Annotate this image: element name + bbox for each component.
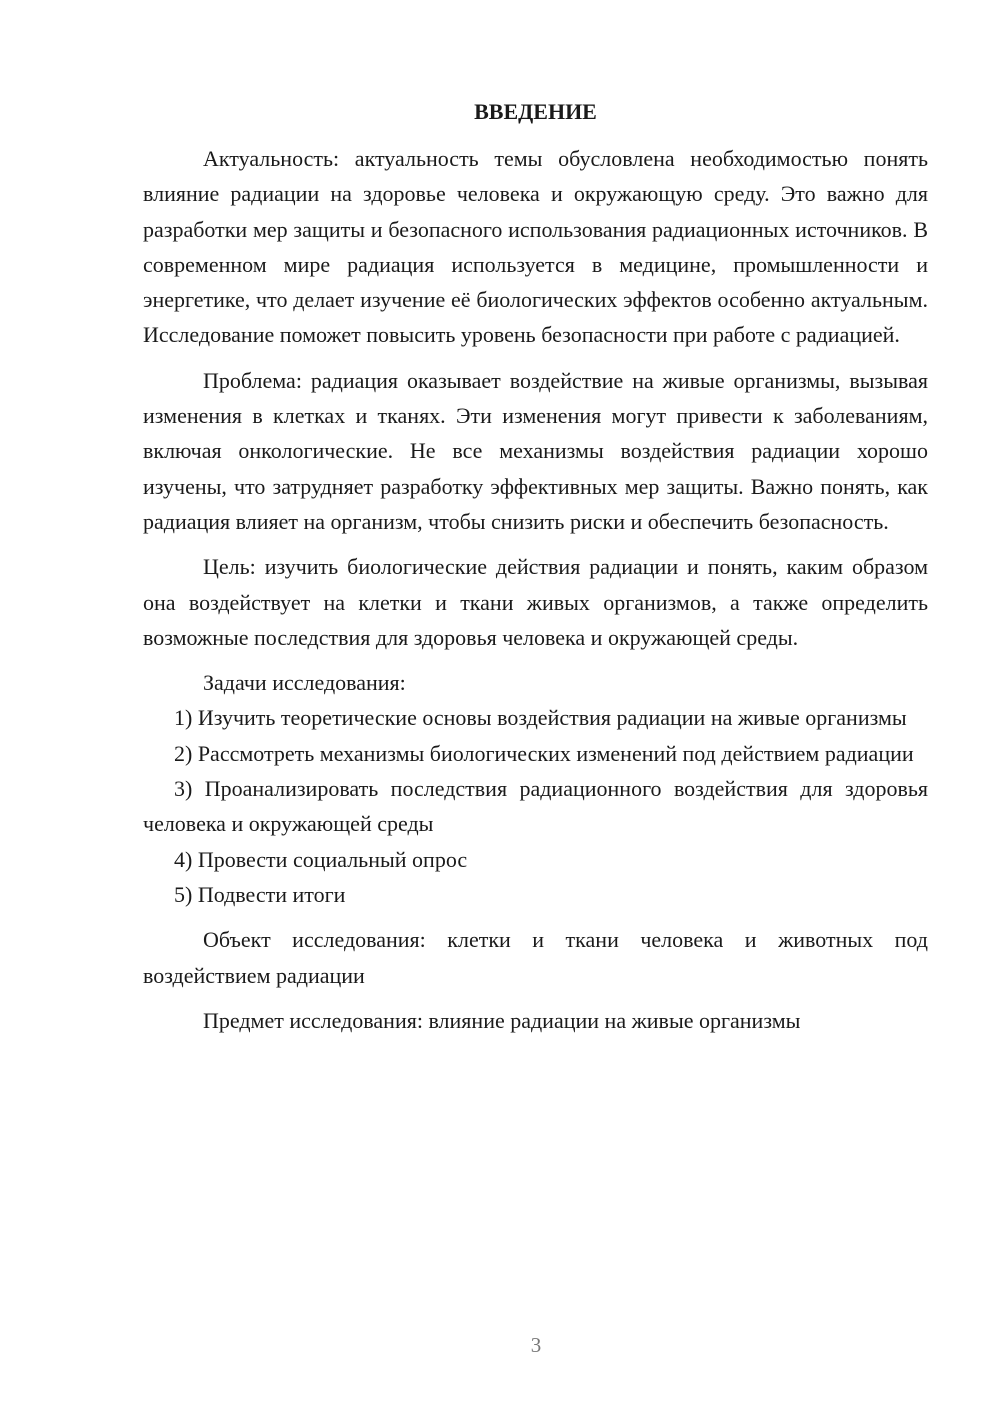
goal-paragraph: Цель: изучить биологические действия радиации и понять, каким образом она воздействует на клетки и ткани живых организмов, а также определить возможные последствия для здоровья человека и окружающей среды. <box>143 554 928 650</box>
page-title: ВВЕДЕНИЕ <box>474 99 597 124</box>
task-item-4: 4) Провести социальный опрос <box>174 846 468 872</box>
task-item-3: 3) Проанализировать последствия радиационного воздействия для здоровья человека и окружающей среды <box>143 776 928 837</box>
subject-paragraph: Предмет исследования: влияние радиации на живые организмы <box>203 1007 801 1033</box>
relevance-paragraph: Актуальность: актуальность темы обусловлена необходимостью понять влияние радиации на здоровье человека и окружающую среду. Это важно для разработки мер защиты и безопасного использования радиационных источников. В современном мире радиация используется в медицине, промышленности и энергетике, что делает изучение её биологических эффектов особенно актуальным. Исследование поможет повысить уровень безопасности при работе с радиацией. <box>143 146 928 348</box>
page-number: 3 <box>530 1333 542 1357</box>
tasks-heading: Задачи исследования: <box>203 670 406 696</box>
task-item-2: 2) Рассмотреть механизмы биологических изменений под действием радиации <box>174 740 914 766</box>
problem-paragraph: Проблема: радиация оказывает воздействие на живые организмы, вызывая изменения в клетках и тканях. Эти изменения могут привести к заболеваниям, включая онкологические. Не все механизмы воздействия радиации хорошо изучены, что затрудняет разработку эффективных мер защиты. Важно понять, как радиация влияет на организм, чтобы снизить риски и обеспечить безопасность. <box>143 367 928 534</box>
task-item-5: 5) Подвести итоги <box>174 881 346 907</box>
task-item-1: 1) Изучить теоретические основы воздействия радиации на живые организмы <box>174 705 907 731</box>
page-content <box>143 94 928 1038</box>
object-paragraph: Объект исследования: клетки и ткани человека и животных под воздействием радиации <box>143 927 928 988</box>
